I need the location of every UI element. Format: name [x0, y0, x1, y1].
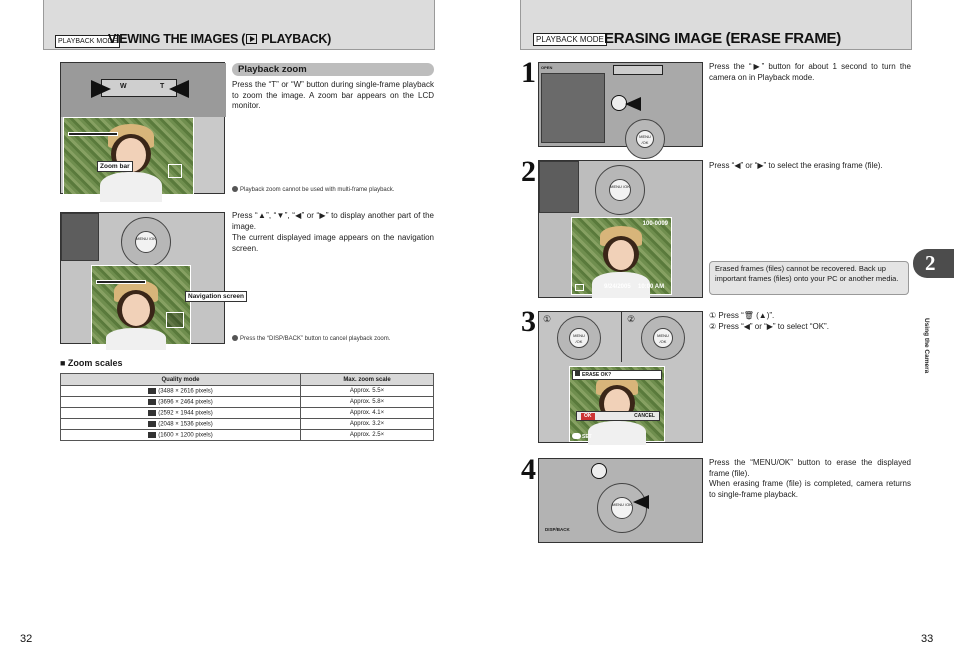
zoom-scales-heading: ■ Zoom scales [60, 358, 123, 368]
left-page-header [43, 0, 435, 50]
step-4-number: 4 [521, 453, 536, 486]
w-button-label: W [120, 83, 127, 90]
playback-button-4 [591, 463, 607, 479]
arrow-left-icon [169, 80, 189, 98]
camera-lcd-2 [539, 161, 579, 213]
menu-ok-button-2: MENU /OK [609, 179, 631, 201]
lcd-date: 9/24/2005 [604, 284, 631, 290]
step-1-text: Press the “▶” button for about 1 second to turn the camera on in Playback mode. [709, 62, 911, 82]
set-label: SET [582, 434, 592, 440]
navigation-screen-box [166, 312, 184, 328]
table-row [61, 419, 434, 430]
quality-mode-icon [148, 399, 156, 405]
camera-lcd [541, 73, 605, 143]
set-indicator [572, 433, 592, 440]
step-4-figure [538, 458, 703, 543]
table-header-row [61, 374, 434, 386]
playback-zoom-heading: Playback zoom [232, 63, 434, 76]
zoom-bar [68, 132, 118, 136]
erase-ok-prompt: ERASE OK? [582, 372, 612, 378]
disp-back-label: DISP/BACK [545, 527, 570, 532]
quality-value: (3488 × 2616 pixels) [158, 388, 213, 395]
lcd-navigation-image [91, 265, 191, 345]
zoom-note-2-text: Press the “DISP/BACK” button to cancel playback zoom. [240, 336, 391, 342]
title-text: VIEWING THE IMAGES ( [108, 32, 246, 46]
playback-mode-tag: PLAYBACK MODE [55, 35, 120, 48]
zoom-instructions-2a: Press “▲”, “▼”, “◀” or “▶” to display another part of the image. [232, 211, 434, 231]
zoom-lever-top [613, 65, 663, 75]
control-pad-1 [625, 119, 665, 159]
t-button-label: T [160, 83, 165, 90]
control-pad-2 [595, 165, 645, 215]
sub-step-1-marker: ① [543, 314, 552, 324]
open-label: OPEN [541, 65, 553, 70]
press-arrow-icon [625, 97, 641, 111]
ok-chip-icon [572, 433, 581, 439]
erase-ok-banner [572, 370, 662, 380]
quality-mode-icon [148, 421, 156, 427]
header-quality-mode: Quality mode [61, 374, 301, 386]
quality-value: (1600 × 1200 pixels) [158, 432, 213, 439]
zoom-figure-1 [60, 62, 225, 194]
quality-value: (2048 × 1536 pixels) [158, 421, 213, 428]
zoom-instructions-1: Press the “T” or “W” button during single-frame playback to zoom the image. A zoom bar appears on the LCD monitor. [232, 80, 434, 110]
chapter-tab: 2 [913, 249, 954, 278]
zoom-note-1-text: Playback zoom cannot be used with multi-frame playback. [240, 187, 395, 193]
title-suffix: PLAYBACK) [258, 32, 331, 46]
zoom-instructions-2b: The current displayed image appears on the navigation screen. [232, 233, 434, 253]
table-row [61, 386, 434, 397]
control-pad-3a [557, 316, 601, 360]
left-page-title [108, 32, 331, 46]
menu-ok-button-4[interactable]: MENU /OK [611, 497, 633, 519]
ok-option[interactable]: OK [581, 413, 595, 420]
press-arrow-icon-4 [633, 495, 649, 509]
zoom-note-1 [232, 186, 394, 194]
table-row [61, 408, 434, 419]
note-icon-2 [232, 335, 238, 341]
zoom-bar-callout: Zoom bar [97, 161, 133, 172]
scale-cell: Approx. 3.2× [301, 419, 434, 430]
scale-cell: Approx. 2.5× [301, 430, 434, 441]
zoom-bar-2 [96, 280, 146, 284]
quality-cell [61, 419, 301, 430]
quality-cell [61, 386, 301, 397]
zoom-lever [101, 79, 177, 97]
step-3-figure [538, 311, 703, 443]
step-1-figure [538, 62, 703, 147]
shirt-shape-4 [588, 421, 646, 445]
shirt-shape [100, 172, 162, 202]
face-shape-2 [122, 294, 150, 326]
navigation-screen-callout: Navigation screen [185, 291, 247, 302]
sub-figure-divider [621, 312, 622, 362]
scale-cell: Approx. 5.5× [301, 386, 434, 397]
erase-options-bar [576, 411, 660, 421]
quality-mode-icon [148, 410, 156, 416]
step-3-line-1: ① Press “🗑 (▲)”. [709, 311, 775, 320]
quality-mode-icon [148, 432, 156, 438]
header-max-zoom: Max. zoom scale [301, 374, 434, 386]
right-page-title: ERASING IMAGE (ERASE FRAME) [604, 30, 841, 47]
step-2-text: Press “◀” or “▶” to select the erasing frame (file). [709, 161, 883, 170]
quality-cell [61, 430, 301, 441]
menu-ok-button-3b: MENU /OK [653, 328, 673, 348]
step-4-text-a: Press the “MENU/OK” button to erase the displayed frame (file). [709, 458, 911, 478]
quality-value: (2592 × 1944 pixels) [158, 410, 213, 417]
camera-lcd-side [61, 213, 99, 261]
play-mode-icon [575, 284, 584, 291]
quality-value: (3696 × 2464 pixels) [158, 399, 213, 406]
playback-icon [246, 34, 257, 44]
right-page-number: 33 [921, 633, 934, 645]
face-shape-3 [608, 240, 634, 270]
zoom-scales-table [60, 373, 434, 441]
zoom-figure-2 [60, 212, 244, 344]
step-4-text-b: When erasing frame (file) is completed, camera returns to single-frame playback. [709, 479, 911, 499]
step-2-figure [538, 160, 703, 298]
step-2-number: 2 [521, 155, 536, 188]
zoom-note-2 [232, 335, 390, 343]
trash-icon [575, 371, 580, 376]
frame-number: 100-0009 [642, 221, 668, 227]
sub-step-2-marker: ② [627, 314, 636, 324]
table-row [61, 430, 434, 441]
control-pad [121, 217, 171, 267]
playback-mode-tag-right: PLAYBACK MODE [533, 33, 607, 46]
control-pad-3b [641, 316, 685, 360]
lcd-time: 10:00 AM [638, 284, 665, 290]
quality-mode-icon [148, 388, 156, 394]
scale-cell: Approx. 4.1× [301, 408, 434, 419]
right-page-header [520, 0, 912, 50]
menu-ok-button-3a: MENU /OK [569, 328, 589, 348]
shirt-shape-2 [106, 328, 166, 350]
quality-cell [61, 397, 301, 408]
lcd-erase-confirm [569, 366, 665, 442]
step-3-number: 3 [521, 305, 536, 338]
note-icon [232, 186, 238, 192]
table-row [61, 397, 434, 408]
step-3-line-2: ② Press “◀” or “▶” to select “OK”. [709, 322, 829, 331]
scale-cell: Approx. 5.8× [301, 397, 434, 408]
cancel-option[interactable]: CANCEL [634, 413, 655, 419]
chapter-label: Using the Camera [923, 318, 930, 374]
camera-top [61, 63, 226, 117]
menu-ok-button-1: MENU /OK [636, 130, 654, 148]
lcd-playback-image [571, 217, 672, 295]
nav-box [168, 164, 182, 178]
left-page-number: 32 [20, 633, 33, 645]
menu-ok-button: MENU /OK [135, 231, 157, 253]
lcd-zoomed-image [63, 117, 194, 195]
step-1-number: 1 [521, 56, 536, 89]
arrow-right-icon [91, 80, 111, 98]
erase-warning-note: Erased frames (files) cannot be recovered. Back up important frames (files) onto your PC or another media. [709, 261, 909, 295]
quality-cell [61, 408, 301, 419]
